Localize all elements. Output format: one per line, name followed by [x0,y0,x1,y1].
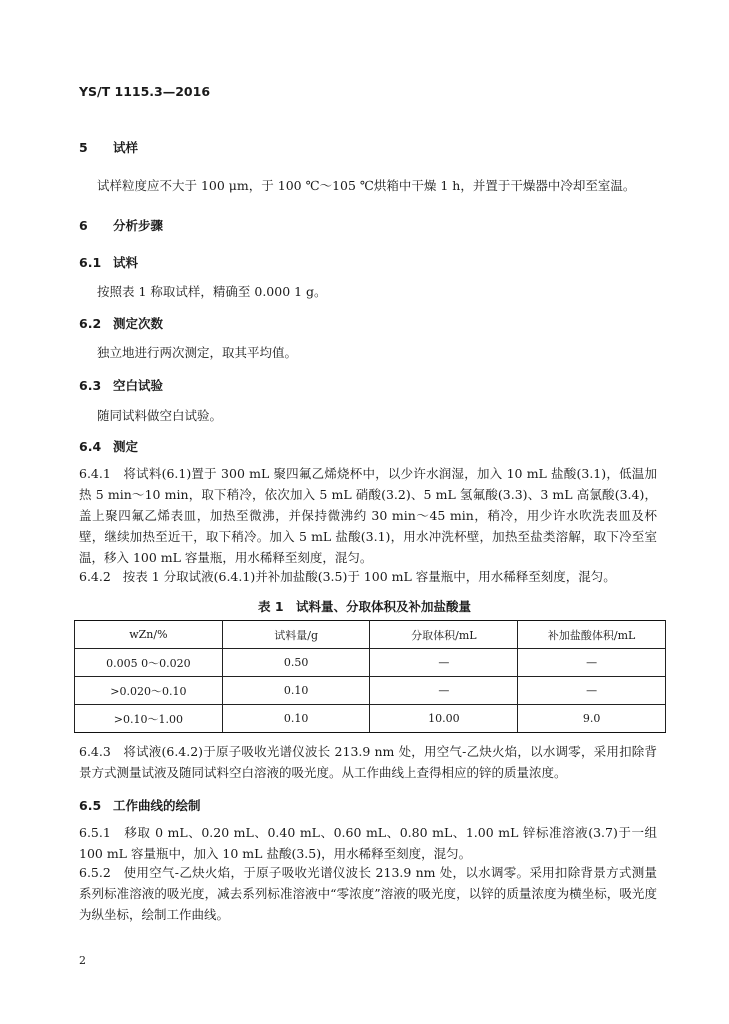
clause-6-4-3 [79,741,657,783]
table-header-row [75,621,666,649]
table-cell: 0.005 0～0.020 [75,649,223,677]
section-6-heading [79,216,163,234]
table-header-cell: 补加盐酸体积/mL [518,621,666,649]
clause-6-4-2 [79,566,657,587]
clause-text: 使用空气-乙炔火焰，于原子吸收光谱仪波长 213.9 nm 处，以水调零。采用扣除背景方式测量系列标准溶液的吸光度，减去系列标准溶液中“零浓度”溶液的吸光度，以锌的质量浓度为横坐标，吸光度为纵坐标，绘制工作曲线。 [79,865,657,922]
section-5-heading [79,138,138,156]
clause-text: 按表 1 分取试液(6.4.1)并补加盐酸(3.5)于 100 mL 容量瓶中，用水稀释至刻度，混匀。 [122,569,616,584]
section-6-1-text: 按照表 1 称取试样，精确至 0.000 1 g。 [97,284,327,299]
section-title: 分析步骤 [113,218,164,233]
table-cell: 10.00 [370,705,518,733]
section-number: 6.4 [79,439,102,454]
table-cell: 0.10 [222,705,370,733]
clause-number: 6.4.2 [79,569,111,584]
section-6-2-text: 独立地进行两次测定，取其平均值。 [97,345,298,360]
section-number: 6.2 [79,316,102,331]
section-title: 试料 [113,255,139,270]
table-header-cell: 分取体积/mL [370,621,518,649]
section-number: 5 [79,140,88,155]
table-1-caption: 表 1 试料量、分取体积及补加盐酸量 [257,599,472,614]
clause-6-4-1 [79,463,657,568]
section-title: 空白试验 [113,378,164,393]
section-title: 测定 [113,439,139,454]
table-cell: — [518,677,666,705]
section-number: 6.3 [79,378,102,393]
section-6-3-heading [79,376,163,394]
section-number: 6.5 [79,798,102,813]
section-title: 试样 [113,140,139,155]
table-cell: — [518,649,666,677]
table-row [75,677,666,705]
page-number: 2 [79,954,86,967]
table-cell: 0.50 [222,649,370,677]
section-6-5-heading [79,796,201,814]
section-6-3-text: 随同试料做空白试验。 [97,408,223,423]
section-number: 6 [79,218,88,233]
table-row [75,649,666,677]
table-cell: 0.10 [222,677,370,705]
clause-text: 移取 0 mL、0.20 mL、0.40 mL、0.60 mL、0.80 mL、1.00 mL 锌标准溶液(3.7)于一组 100 mL 容量瓶中，加入 10 mL 盐酸(3.5)，用水稀释至刻度，混匀。 [79,825,658,861]
clause-text: 将试料(6.1)置于 300 mL 聚四氟乙烯烧杯中，以少许水润湿，加入 10 mL 盐酸(3.1)，低温加热 5 min～10 min，取下稍冷，依次加入 5 mL 硝酸(3.2)、5 mL 氢氟酸(3.3)、3 mL 高氯酸(3.4)，盖上聚四氟乙烯表皿，加热至微沸，并保持微沸约 30 min～45 min，稍冷，用少许水吹洗表皿及杯壁，继续加热至近干，取下稍冷。加入 5 mL 盐酸(3.1)，用水冲洗杯壁，加热至盐类溶解，取下冷至室温，移入 100 mL 容量瓶，用水稀释至刻度，混匀。 [79,466,658,565]
table-cell: >0.10～1.00 [75,705,223,733]
table-cell: >0.020～0.10 [75,677,223,705]
table-cell: 9.0 [518,705,666,733]
section-6-1-heading [79,253,138,271]
clause-6-5-1 [79,822,657,864]
clause-number: 6.4.3 [79,744,111,759]
section-number: 6.1 [79,255,102,270]
section-title: 测定次数 [113,316,164,331]
clause-number: 6.4.1 [79,466,111,481]
clause-number: 6.5.1 [79,825,111,840]
table-cell: — [370,649,518,677]
table-1 [74,620,666,733]
standard-code: YS/T 1115.3—2016 [79,84,211,99]
clause-text: 将试液(6.4.2)于原子吸收光谱仪波长 213.9 nm 处，用空气-乙炔火焰，以水调零，采用扣除背景方式测量试液及随同试料空白溶液的吸光度。从工作曲线上查得相应的锌的质量浓度。 [79,744,658,780]
table-cell: — [370,677,518,705]
section-title: 工作曲线的绘制 [113,798,201,813]
clause-number: 6.5.2 [79,865,111,880]
table-row [75,705,666,733]
section-5-text: 试样粒度应不大于 100 μm，于 100 ℃～105 ℃烘箱中干燥 1 h，并置于干燥器中冷却至室温。 [97,178,636,193]
table-header-cell: 试料量/g [222,621,370,649]
table-header-cell: wZn/% [75,621,223,649]
section-6-2-heading [79,314,163,332]
clause-6-5-2 [79,862,657,925]
section-6-4-heading [79,437,138,455]
